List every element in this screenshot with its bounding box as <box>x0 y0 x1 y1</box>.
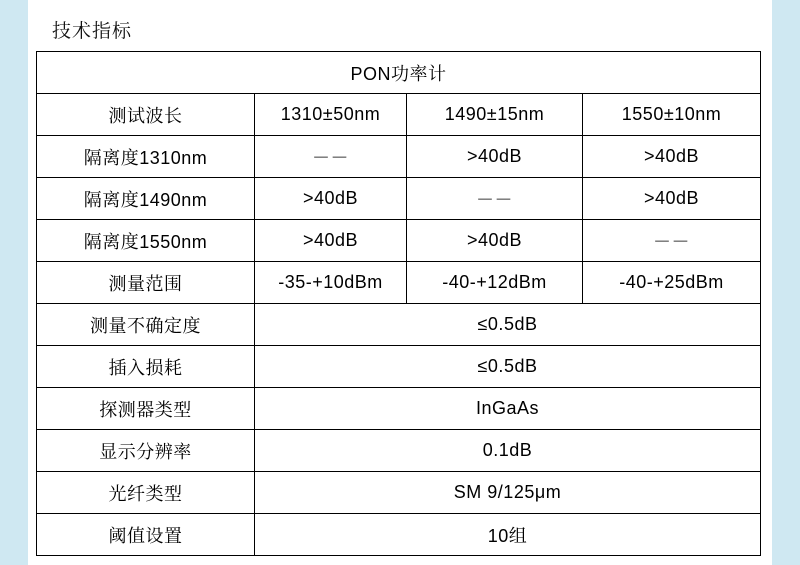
row-value-span: ≤0.5dB <box>255 304 761 346</box>
table-row <box>37 178 761 220</box>
row-value: －－ <box>407 178 583 220</box>
table-row <box>37 514 761 556</box>
row-label: 隔离度1550nm <box>37 220 255 262</box>
table-row <box>37 304 761 346</box>
spec-sheet-page <box>28 0 772 565</box>
row-value: -40-+12dBm <box>407 262 583 304</box>
row-value: -35-+10dBm <box>255 262 407 304</box>
row-label: 测量范围 <box>37 262 255 304</box>
row-value-span: 0.1dB <box>255 430 761 472</box>
row-value: －－ <box>583 220 761 262</box>
specifications-table <box>36 51 761 556</box>
row-label: 显示分辨率 <box>37 430 255 472</box>
row-value: >40dB <box>583 178 761 220</box>
row-value: >40dB <box>583 136 761 178</box>
table-row <box>37 262 761 304</box>
table-row <box>37 136 761 178</box>
table-row <box>37 94 761 136</box>
row-value: 1490±15nm <box>407 94 583 136</box>
row-label: 隔离度1490nm <box>37 178 255 220</box>
row-value: >40dB <box>407 220 583 262</box>
row-value-span: InGaAs <box>255 388 761 430</box>
table-row <box>37 430 761 472</box>
row-label: 探测器类型 <box>37 388 255 430</box>
page-title: 技术指标 <box>52 21 133 42</box>
table-row <box>37 472 761 514</box>
row-value-span: 10组 <box>255 514 761 556</box>
row-label: 光纤类型 <box>37 472 255 514</box>
row-label: 插入损耗 <box>37 346 255 388</box>
table-header-row <box>37 52 761 94</box>
row-value-span: SM 9/125μm <box>255 472 761 514</box>
row-label: 隔离度1310nm <box>37 136 255 178</box>
row-value: >40dB <box>255 178 407 220</box>
table-row <box>37 346 761 388</box>
table-row <box>37 220 761 262</box>
row-value: -40-+25dBm <box>583 262 761 304</box>
row-value: 1550±10nm <box>583 94 761 136</box>
row-label: 阈值设置 <box>37 514 255 556</box>
row-value: >40dB <box>255 220 407 262</box>
row-value: 1310±50nm <box>255 94 407 136</box>
row-value-span: ≤0.5dB <box>255 346 761 388</box>
row-value: >40dB <box>407 136 583 178</box>
row-label: 测试波长 <box>37 94 255 136</box>
row-label: 测量不确定度 <box>37 304 255 346</box>
row-value: －－ <box>255 136 407 178</box>
table-title-cell: PON功率计 <box>37 52 761 94</box>
table-row <box>37 388 761 430</box>
